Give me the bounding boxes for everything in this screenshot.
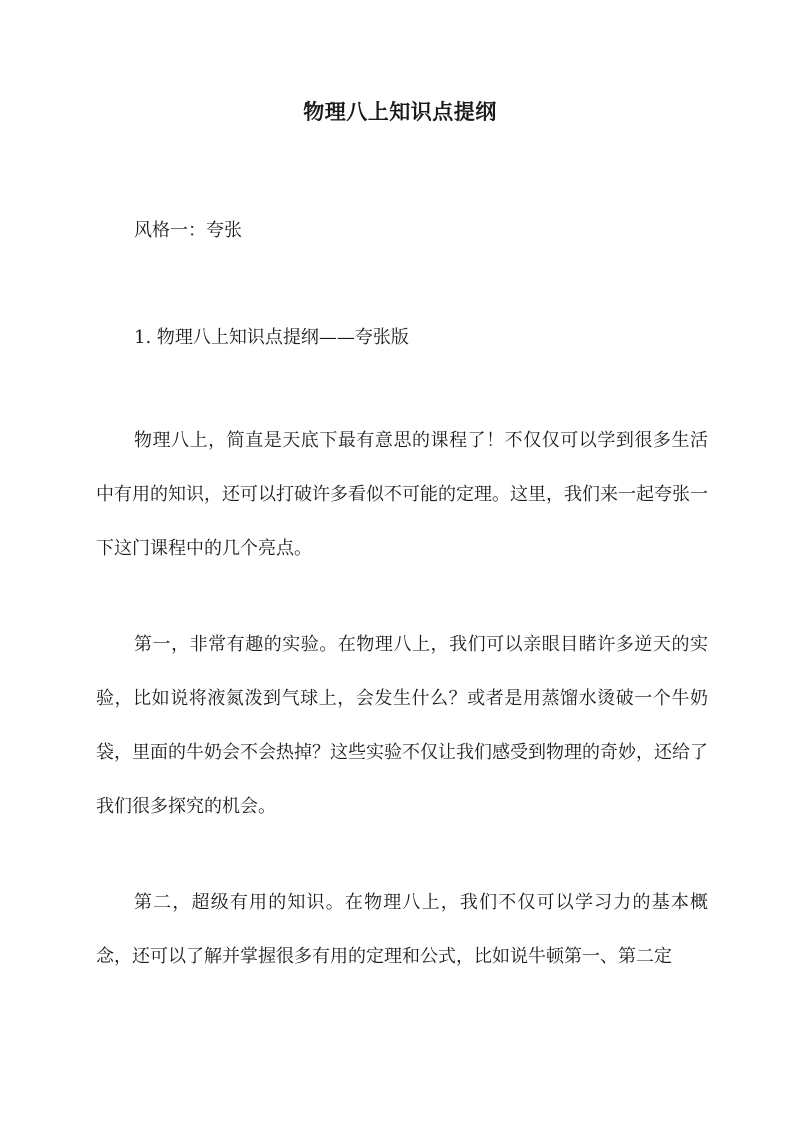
paragraph-knowledge: 第二，超级有用的知识。在物理八上，我们不仅可以学习力的基本概念，还可以了解并掌握很多有用的定理和公式，比如说牛顿第一、第二定 — [96, 892, 708, 967]
paragraph-intro: 物理八上，简直是天底下最有意思的课程了！不仅仅可以学到很多生活中有用的知识，还可以打破许多看似不可能的定理。这里，我们来一起夸张一下这门课程中的几个亮点。 — [96, 430, 708, 559]
section-heading: 1. 物理八上知识点提纲——夸张版 — [134, 327, 409, 348]
paragraph-experiments: 第一，非常有趣的实验。在物理八上，我们可以亲眼目睹许多逆天的实验，比如说将液氮泼到气球上，会发生什么？或者是用蒸馏水烫破一个牛奶袋，里面的牛奶会不会热掉？这些实验不仅让我们感受到物理的奇妙，还给了我们很多探究的机会。 — [96, 634, 708, 817]
style-label: 风格一：夸张 — [134, 220, 242, 241]
document-title: 物理八上知识点提纲 — [303, 99, 497, 124]
